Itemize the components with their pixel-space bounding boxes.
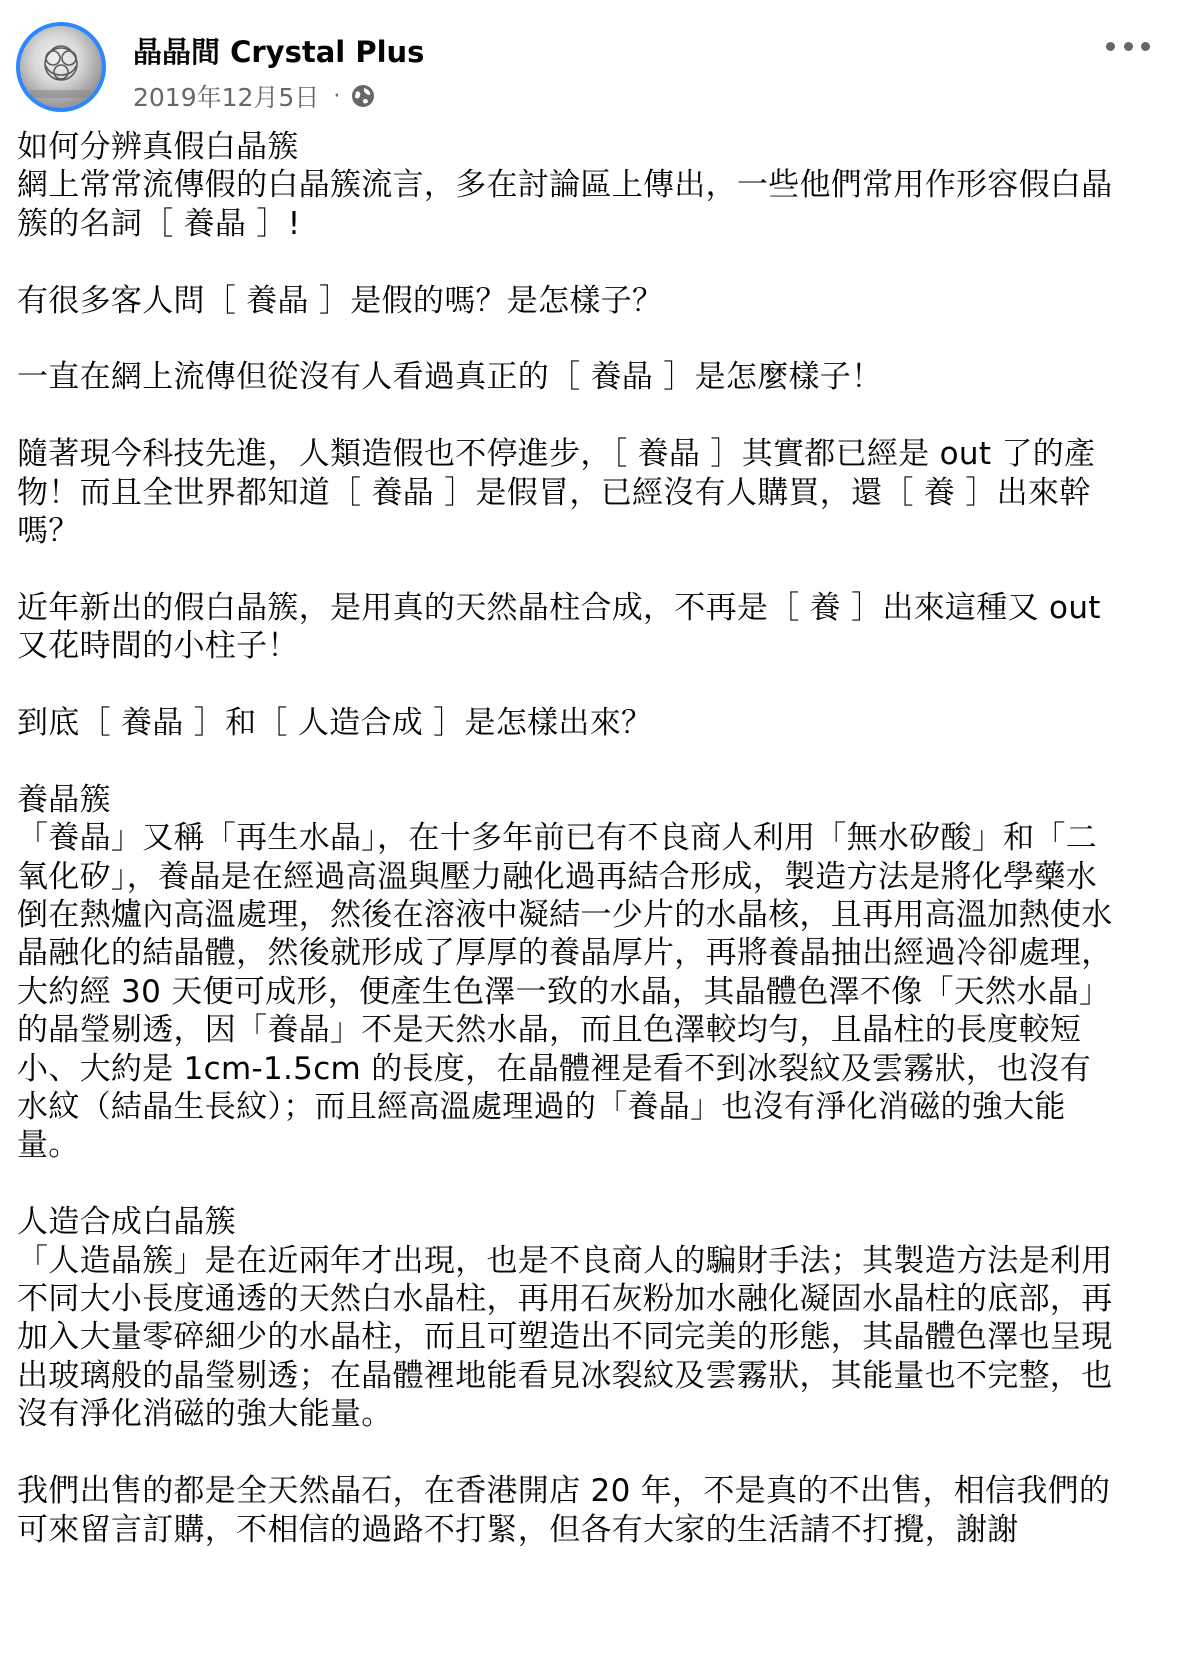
page-name[interactable]: 晶晶間 Crystal Plus [133,35,425,69]
crystal-logo-icon [20,26,102,108]
section-1-body: 「養晶」又稱「再生水晶」，在十多年前已有不良商人利用「無水矽酸」和「二氧化矽」，養晶是在經過高溫與壓力融化過再結合形成，製造方法是將化學藥水倒在熱爐內高溫處理，然後在溶液中凝結一少片的水晶核，且再用高溫加熱使水晶融化的結晶體，然後就形成了厚厚的養晶厚片，再將養晶抽出經過冷卻處理，大約經 30 天便可成形，便產生色澤一致的水晶，其晶體色澤不像「天然水晶」的晶瑩剔透，因「養晶」不是天然水晶，而且色澤較均勻，且晶柱的長度較短小、大約是 1cm-1.5cm 的長度，在晶體裡是看不到冰裂紋及雲霧狀，也沒有水紋（結晶生長紋）；而且經高溫處理過的「養晶」也沒有淨化消磁的強大能量。 [17,820,1113,1164]
meta-separator: · [333,83,341,109]
post-paragraph-1: 隨著現今科技先進，人類造假也不停進步，［ 養晶 ］其實都已經是 out 了的產物！而且全世界都知道［ 養晶 ］是假冒，已經沒有人購買，還［ 養 ］出來幹嗎？ [17,436,1096,550]
more-options-icon[interactable] [1106,36,1150,56]
page-avatar[interactable] [16,22,106,112]
section-2-title: 人造合成白晶簇 [17,1204,237,1241]
post-header [0,0,1180,120]
globe-icon[interactable] [350,83,376,109]
section-2-body: 「人造晶簇」是在近兩年才出現，也是不良商人的騙財手法；其製造方法是利用不同大小長度通透的天然白水晶柱，再用石灰粉加水融化凝固水晶柱的底部，再加入大量零碎細少的水晶柱，而且可塑造出不同完美的形態，其晶體色澤也呈現出玻璃般的晶瑩剔透；在晶體裡地能看見冰裂紋及雲霧狀，其能量也不完整，也沒有淨化消磁的強大能量。 [17,1242,1113,1433]
post-paragraph-2: 近年新出的假白晶簇，是用真的天然晶柱合成，不再是［ 養 ］出來這種又 out 又花時間的小柱子！ [17,589,1111,665]
post-date[interactable]: 2019年12月5日 [133,83,320,112]
post-closing: 我們出售的都是全天然晶石，在香港開店 20 年，不是真的不出售，相信我們的可來留言訂購，不相信的過路不打緊，但各有大家的生活請不打攪，謝謝 [17,1473,1111,1548]
post-question-1: 有很多客人問［ 養晶 ］是假的嗎？是怎樣子？ [17,282,664,319]
post-meta [133,78,376,114]
post-question-2: 一直在網上流傳但從沒有人看過真正的［ 養晶 ］是怎麼樣子！ [17,359,883,396]
post-title: 如何分辨真假白晶簇 [17,129,299,165]
section-1-title: 養晶簇 [17,781,111,818]
post-body [17,128,1117,1549]
post-paragraph-3: 到底［ 養晶 ］和［ 人造合成 ］是怎樣出來？ [17,705,653,742]
post-intro: 網上常常流傳假的白晶簇流言，多在討論區上傳出，一些他們常用作形容假白晶簇的名詞［ 養晶 ］! [17,167,1113,242]
